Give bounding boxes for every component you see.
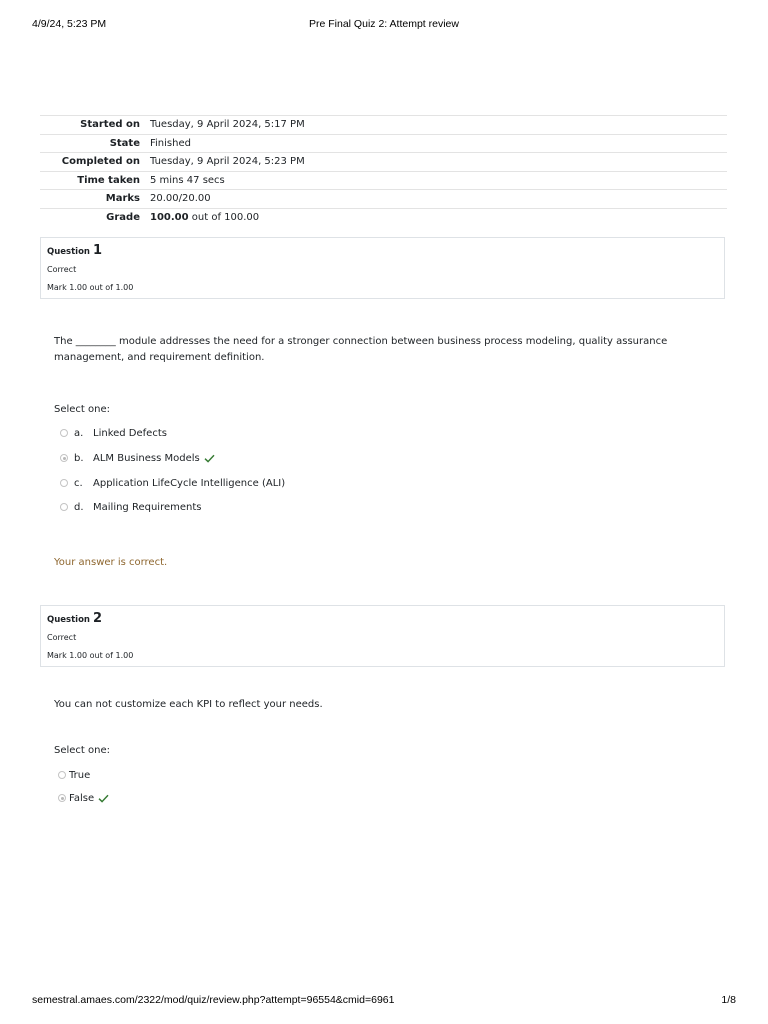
option-text: ALM Business Models	[93, 452, 200, 464]
summary-row	[40, 208, 727, 226]
summary-value: Tuesday, 9 April 2024, 5:23 PM	[150, 153, 727, 172]
summary-row	[40, 134, 727, 153]
option-text: Application LifeCycle Intelligence (ALI)	[93, 477, 286, 489]
option-letter: b.	[74, 452, 84, 464]
question-2-text: You can not customize each KPI to reflect your needs.	[54, 699, 323, 710]
summary-value: Tuesday, 9 April 2024, 5:17 PM	[150, 116, 727, 135]
summary-value: 5 mins 47 secs	[150, 171, 727, 190]
answer-option-a[interactable]	[60, 426, 167, 440]
summary-label: Time taken	[40, 171, 150, 190]
question-number: Question 2	[47, 611, 102, 626]
option-letter: a.	[74, 427, 84, 439]
radio-button[interactable]	[60, 429, 68, 437]
option-text: Mailing Requirements	[93, 501, 202, 513]
option-text: True	[69, 769, 91, 781]
question-number: Question 1	[47, 243, 102, 258]
summary-label: State	[40, 134, 150, 153]
summary-value: Finished	[150, 134, 727, 153]
summary-row	[40, 116, 727, 135]
summary-value	[150, 208, 727, 226]
answer-option-false[interactable]	[58, 791, 109, 805]
question-1-info	[40, 237, 725, 299]
summary-row	[40, 171, 727, 190]
question-state: Correct	[47, 265, 77, 274]
page-number: 1/8	[721, 994, 736, 1006]
radio-button[interactable]	[58, 771, 66, 779]
question-1-text: The ________ module addresses the need for a stronger connection between business process modeling, quality assurance management, and requirement definition.	[54, 336, 668, 363]
summary-row	[40, 153, 727, 172]
question-2-info	[40, 605, 725, 667]
print-header	[32, 18, 736, 32]
option-letter: c.	[74, 477, 83, 489]
radio-button[interactable]	[60, 479, 68, 487]
answer-option-true[interactable]	[58, 768, 90, 782]
check-icon	[204, 454, 215, 463]
radio-button[interactable]	[60, 503, 68, 511]
answer-feedback: Your answer is correct.	[54, 557, 168, 568]
option-letter: d.	[74, 501, 84, 513]
grade-value: 100.00	[150, 211, 189, 223]
question-state: Correct	[47, 633, 77, 642]
summary-value: 20.00/20.00	[150, 190, 727, 209]
attempt-summary-table	[40, 115, 727, 226]
summary-row	[40, 190, 727, 209]
print-footer	[32, 994, 736, 1008]
question-mark: Mark 1.00 out of 1.00	[47, 283, 134, 292]
print-title: Pre Final Quiz 2: Attempt review	[309, 18, 459, 30]
print-date: 4/9/24, 5:23 PM	[32, 18, 107, 30]
question-2-prompt: Select one:	[54, 745, 111, 756]
radio-button-selected[interactable]	[60, 454, 68, 462]
check-icon	[98, 794, 109, 803]
answer-option-d[interactable]	[60, 500, 201, 514]
summary-label: Marks	[40, 190, 150, 209]
page-url: semestral.amaes.com/2322/mod/quiz/review.php?attempt=96554&cmid=6961	[32, 994, 395, 1006]
grade-total: out of 100.00	[188, 211, 260, 223]
answer-option-b[interactable]	[60, 451, 215, 465]
summary-label: Completed on	[40, 153, 150, 172]
option-text: False	[69, 792, 95, 804]
option-text: Linked Defects	[93, 427, 167, 439]
question-mark: Mark 1.00 out of 1.00	[47, 651, 134, 660]
answer-option-c[interactable]	[60, 476, 285, 490]
summary-label: Started on	[40, 116, 150, 135]
radio-button-selected[interactable]	[58, 794, 66, 802]
summary-label: Grade	[40, 208, 150, 226]
question-1-prompt: Select one:	[54, 404, 111, 415]
